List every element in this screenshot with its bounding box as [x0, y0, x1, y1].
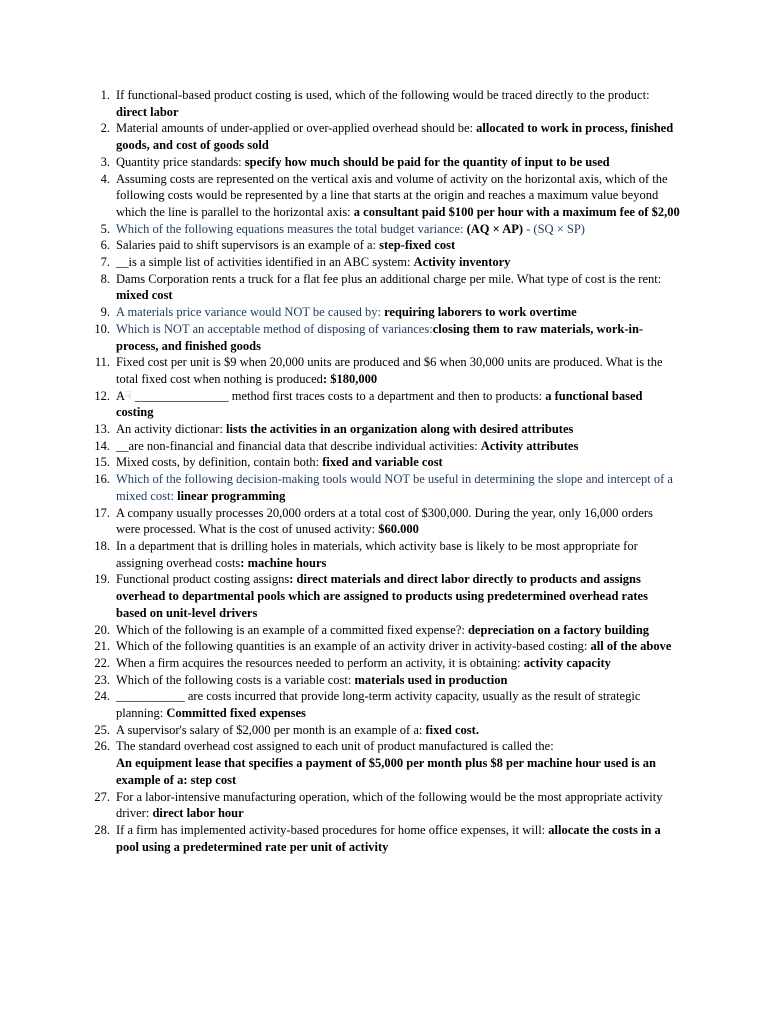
- question-number: 1.: [100, 88, 110, 102]
- answer-text: direct labor hour: [152, 806, 244, 821]
- question-number: 24.: [94, 689, 110, 704]
- question-number: 26.: [94, 739, 110, 754]
- question-number: 8.: [100, 271, 110, 286]
- question-text: A supervisor's salary of $2,000 per month is an example of a:: [116, 722, 426, 737]
- answer-text: : direct materials and direct labor directly to products and assigns overhead to departmental pools which are assigned to products using predetermined overhead rates based on unit-level drivers: [116, 572, 648, 620]
- answer-text: requiring laborers to work overtime: [384, 305, 577, 320]
- question-item: [90, 454, 680, 471]
- answer-text: : $180,000: [322, 371, 378, 386]
- question-item: [90, 120, 680, 153]
- question-text: ___________ are costs incurred that provide long-term activity capacity, usually as the result of strategic planning:: [116, 689, 641, 721]
- answer-text: Activity attributes: [480, 438, 579, 453]
- question-text: Quantity price standards:: [116, 154, 245, 169]
- question-number: 14.: [94, 438, 110, 453]
- question-text: Mixed costs, by definition, contain both:: [116, 455, 323, 470]
- question-number: 9.: [100, 305, 110, 320]
- answer-text: a consultant paid $100 per hour with a maximum fee of $2,00: [353, 204, 680, 219]
- question-number: 13.: [94, 422, 110, 437]
- question-item: [90, 87, 680, 120]
- answer-text: a functional based costing: [116, 388, 643, 420]
- question-number: 28.: [94, 822, 110, 837]
- answer-text: (AQ × AP): [466, 221, 524, 236]
- question-text: Fixed cost per unit is $9 when 20,000 units are produced and $6 when 30,000 units are produced. What is the total fixed cost when nothing is produced: [116, 355, 663, 386]
- answer-text: Activity inventory: [413, 255, 511, 270]
- question-item: [90, 722, 680, 739]
- question-item: [90, 655, 680, 672]
- question-text: If a firm has implemented activity-based procedures for home office expenses, it will:: [116, 822, 549, 837]
- question-text: _______________ method first traces costs to a department and then to products:: [131, 388, 546, 403]
- question-item: [90, 388, 680, 421]
- question-number: 20.: [94, 622, 110, 637]
- question-item: [90, 438, 680, 455]
- question-number: 3.: [100, 154, 110, 169]
- question-number: 19.: [94, 572, 110, 587]
- question-text: __are non-financial and financial data that describe individual activities:: [116, 438, 481, 453]
- answer-text: direct labor: [116, 104, 179, 119]
- answer-text: linear programming: [177, 488, 286, 503]
- question-item: [90, 171, 680, 221]
- question-item: [90, 354, 680, 387]
- question-number: 2.: [100, 121, 110, 136]
- question-text: A company usually processes 20,000 orders at a total cost of $300,000. During the year, only 16,000 orders were processed. What is the cost of unused activity:: [116, 505, 653, 537]
- question-text: For a labor-intensive manufacturing operation, which of the following would be the most appropriate activity driver:: [116, 789, 663, 821]
- question-number: 27.: [94, 789, 110, 804]
- answer-text: specify how much should be paid for the quantity of input to be used: [244, 154, 610, 169]
- question-number: 22.: [94, 655, 110, 670]
- question-number: 21.: [94, 639, 110, 654]
- question-number: 18.: [94, 538, 110, 553]
- question-item: [90, 672, 680, 689]
- question-number: 25.: [94, 722, 110, 737]
- question-number: 17.: [94, 505, 110, 520]
- question-text: Salaries paid to shift supervisors is an example of a:: [116, 238, 380, 253]
- question-item: [90, 822, 680, 855]
- question-item: [90, 271, 680, 304]
- question-item: [90, 221, 680, 238]
- hand-pointer-icon: ☟: [125, 389, 132, 402]
- question-number: 5.: [100, 221, 110, 236]
- question-item: [90, 321, 680, 354]
- question-text: __is a simple list of activities identified in an ABC system:: [116, 255, 414, 270]
- answer-text: mixed cost: [116, 288, 173, 303]
- answer-text: closing them to raw materials, work-in-process, and finished goods: [116, 321, 644, 353]
- question-item: [90, 237, 680, 254]
- question-text: The standard overhead cost assigned to each unit of product manufactured is called the:: [116, 739, 554, 754]
- question-text: Which of the following costs is a variable cost:: [116, 672, 355, 687]
- answer-text: lists the activities in an organization along with desired attributes: [226, 422, 574, 437]
- question-text: When a firm acquires the resources needed to perform an activity, it is obtaining:: [116, 655, 524, 670]
- answer-text: activity capacity: [523, 655, 611, 670]
- answer-text: allocated to work in process, finished goods, and cost of goods sold: [116, 121, 674, 153]
- question-text: - (SQ × SP): [523, 221, 585, 236]
- answer-text: materials used in production: [354, 672, 508, 687]
- question-text: A materials price variance would NOT be caused by:: [116, 305, 385, 320]
- question-number: 11.: [94, 355, 110, 370]
- question-text: An activity dictionar:: [116, 422, 227, 437]
- question-number: 7.: [100, 255, 110, 270]
- answer-text: allocate the costs in a pool using a predetermined rate per unit of activity: [116, 822, 661, 854]
- answer-text: : machine hours: [240, 555, 327, 570]
- question-text: Dams Corporation rents a truck for a flat fee plus an additional charge per mile. What type of cost is the rent:: [116, 271, 662, 286]
- question-item: [90, 505, 680, 538]
- question-item: [90, 622, 680, 639]
- question-text: In a department that is drilling holes in materials, which activity base is likely to be most appropriate for assigning overhead costs: [116, 538, 638, 570]
- question-text: Which of the following quantities is an example of an activity driver in activity-based costing:: [116, 639, 591, 654]
- question-list: [90, 87, 680, 855]
- question-text: If functional-based product costing is used, which of the following would be traced directly to the product:: [116, 88, 650, 102]
- answer-text: An equipment lease that specifies a payment of $5,000 per month plus $8 per machine hour used is an example of a: step cost: [116, 756, 656, 787]
- answer-text: fixed cost.: [425, 722, 479, 737]
- question-text: Assuming costs are represented on the vertical axis and volume of activity on the horizontal axis, which of the following costs would be represented by a line that starts at the origin and reaches a maximum value beyond which the line is parallel to the horizontal axis:: [116, 171, 668, 219]
- answer-text: Committed fixed expenses: [166, 706, 306, 721]
- question-text: Which of the following decision-making tools would NOT be useful in determining the slope and intercept of a mixed cost:: [116, 472, 673, 503]
- question-text: A: [116, 388, 126, 403]
- answer-text: all of the above: [590, 639, 672, 654]
- question-text: Which is NOT an acceptable method of disposing of variances:: [116, 321, 433, 336]
- question-item: [90, 538, 680, 571]
- question-text: Which of the following equations measures the total budget variance:: [116, 221, 467, 236]
- question-number: 4.: [100, 171, 110, 186]
- question-item: [90, 304, 680, 321]
- question-item: [90, 688, 680, 721]
- question-item: [90, 471, 680, 504]
- question-number: 16.: [94, 472, 110, 487]
- question-number: 12.: [94, 388, 110, 403]
- answer-text: fixed and variable cost: [322, 455, 443, 470]
- question-item: [90, 154, 680, 171]
- question-text: Which of the following is an example of a committed fixed expense?:: [116, 622, 468, 637]
- answer-text: $60.000: [378, 522, 419, 537]
- question-item: [90, 254, 680, 271]
- answer-text: step-fixed cost: [379, 238, 456, 253]
- question-number: 15.: [94, 455, 110, 470]
- question-item: [90, 638, 680, 655]
- question-item: [90, 571, 680, 621]
- question-text: Material amounts of under-applied or over-applied overhead should be:: [116, 121, 477, 136]
- question-number: 10.: [94, 321, 110, 336]
- question-item: [90, 789, 680, 822]
- question-number: 6.: [100, 238, 110, 253]
- question-number: 23.: [94, 672, 110, 687]
- question-item: [90, 738, 680, 788]
- question-item: [90, 421, 680, 438]
- answer-text: depreciation on a factory building: [467, 622, 650, 637]
- question-text: Functional product costing assigns: [116, 572, 290, 587]
